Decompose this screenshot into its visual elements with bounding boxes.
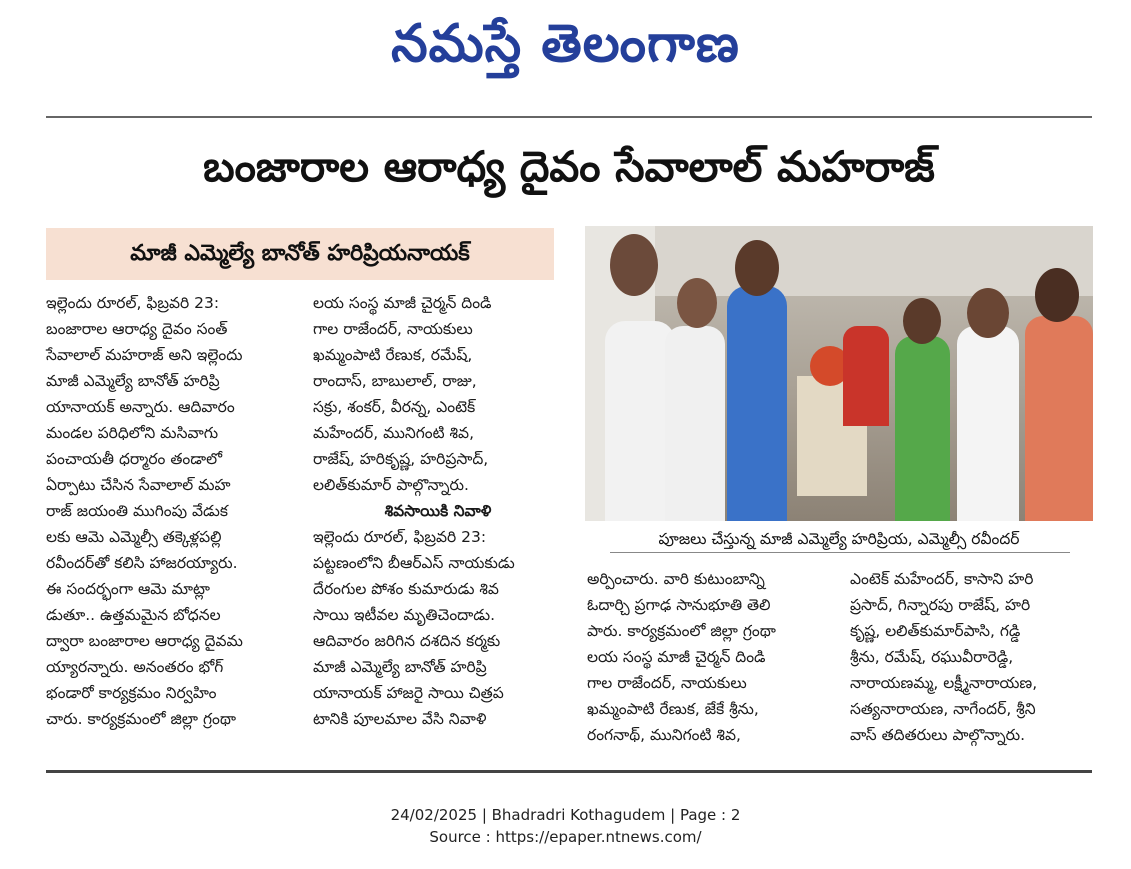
bottom-rule — [46, 770, 1092, 773]
article-text-line: ద్వారా బంజారాల ఆరాధ్య దైవమ — [46, 632, 243, 650]
article-text-line: గాల రాజేందర్, నాయకులు — [587, 674, 747, 692]
article-text-line: సత్యనారాయణ, నాగేందర్, శ్రీని — [850, 700, 1036, 718]
masthead-rule — [46, 116, 1092, 118]
article-text-line: య్యారన్నారు. అనంతరం భోగ్ — [46, 658, 224, 676]
article-text-line: సక్రు, శంకర్, వీరన్న, ఎంటెక్ — [313, 398, 476, 416]
article-text-line: బంజారాల ఆరాధ్య దైవం సంత్ — [46, 320, 228, 338]
article-text-line: ఇల్లెందు రూరల్, ఫిబ్రవరి 23: — [313, 528, 487, 546]
article-text-line: లయ సంస్థ మాజీ చైర్మన్ దిండి — [313, 294, 492, 312]
article-text-line: ఓదార్చి ప్రగాఢ సానుభూతి తెలి — [587, 596, 771, 614]
article-text-line: కృష్ణ, లలిత్‌కుమార్‌పాసి, గడ్డి — [850, 622, 1021, 640]
article-text-line: పట్టణంలోని బీఆర్ఎస్ నాయకుడు — [313, 554, 515, 572]
article-text-line: మాజీ ఎమ్మెల్యే బానోత్ హరిప్రి — [46, 372, 220, 390]
page-footer — [0, 804, 1131, 848]
article-text-line: అర్పించారు. వారి కుటుంబాన్ని — [587, 570, 765, 588]
article-column-4 — [850, 566, 1095, 748]
article-text-line: సాయి ఇటీవల మృతిచెందాడు. — [313, 606, 496, 624]
article-text-line: దేరంగుల పోశం కుమారుడు శివ — [313, 580, 499, 598]
article-text-line: సేవాలాల్ మహరాజ్ అని ఇల్లెందు — [46, 346, 243, 364]
footer-source: Source : https://epaper.ntnews.com/ — [429, 828, 702, 846]
article-text-line: మండల పరిధిలోని మసివాగు — [46, 424, 219, 442]
article-text-line: రాజ్ జయంతి ముగింపు వేడుక — [46, 502, 228, 520]
article-text-line: రవీందర్‌తో కలిసి హాజరయ్యారు. — [46, 554, 238, 572]
caption-rule — [610, 552, 1070, 553]
article-text-line: లలిత్‌కుమార్ పాల్గొన్నారు. — [313, 476, 469, 494]
article-text-line: ఇల్లెందు రూరల్, ఫిబ్రవరి 23: — [46, 294, 220, 312]
article-text-line: గాల రాజేందర్, నాయకులు — [313, 320, 473, 338]
article-text-line: రాందాస్, బాబులాల్, రాజు, — [313, 372, 477, 390]
article-column-2 — [313, 290, 563, 732]
article-text-line: డుతూ.. ఉత్తమమైన బోధనల — [46, 606, 221, 624]
article-text-line: పంచాయతీ ధర్మారం తండాలో — [46, 450, 223, 468]
article-headline: బంజారాల ఆరాధ్య దైవం సేవాలాల్ మహరాజ్ — [203, 142, 935, 191]
article-text-line: ఈ సందర్భంగా ఆమె మాట్లా — [46, 580, 210, 598]
article-text-line: టానికి పూలమాల వేసి నివాళి — [313, 710, 487, 728]
article-text-line: రాజేష్, హరికృష్ణ, హరిప్రసాద్, — [313, 450, 489, 468]
article-text-line: యానాయక్ హాజరై సాయి చిత్రప — [313, 684, 504, 702]
article-text-line: ఆదివారం జరిగిన దశదిన కర్మకు — [313, 632, 501, 650]
photo-caption: పూజలు చేస్తున్న మాజీ ఎమ్మెల్యే హరిప్రియ, ఎమ్మెల్సీ రవీందర్ — [658, 530, 1020, 548]
article-text-line: మహేందర్, మునిగంటి శివ, — [313, 424, 474, 442]
article-text-line: ఎంటెక్ మహేందర్, కాసాని హరి — [850, 570, 1034, 588]
event-photo — [585, 226, 1093, 521]
article-text-line: చారు. కార్యక్రమంలో జిల్లా గ్రంథా — [46, 710, 236, 728]
article-text-line: లకు ఆమె ఎమ్మెల్సీ తక్కెళ్లపల్లి — [46, 528, 222, 546]
footer-date-edition: 24/02/2025 | Bhadradri Kothagudem | Page : 2 — [390, 806, 741, 824]
article-text-line: ఏర్పాటు చేసిన సేవాలాల్ మహ — [46, 476, 231, 494]
article-text-line: రంగనాథ్, మునిగంటి శివ, — [587, 726, 741, 744]
article-text-line: శ్రీను, రమేష్, రఘువీరారెడ్డి, — [850, 648, 1014, 666]
article-text-line: మాజీ ఎమ్మెల్యే బానోత్ హరిప్రి — [313, 658, 487, 676]
article-text-line: నారాయణమ్మ, లక్ష్మీనారాయణ, — [850, 674, 1038, 692]
article-column-1 — [46, 290, 296, 732]
article-text-line: యానాయక్ అన్నారు. ఆదివారం — [46, 398, 235, 416]
article-text-line: పారు. కార్యక్రమంలో జిల్లా గ్రంథా — [587, 622, 776, 640]
newspaper-masthead: నమస్తే తెలంగాణ — [391, 13, 740, 74]
article-text-line: లయ సంస్థ మాజీ చైర్మన్ దిండి — [587, 648, 766, 666]
article-text-line: ఖమ్మంపాటి రేణుక, రమేష్, — [313, 346, 473, 364]
article-text-line: భండారో కార్యక్రమం నిర్వహిం — [46, 684, 217, 702]
article-text-line: ఖమ్మంపాటి రేణుక, జేకే శ్రీను, — [587, 700, 759, 718]
sub-article-heading: శివసాయికి నివాళి — [384, 502, 492, 520]
article-text-line: ప్రసాద్, గిన్నారపు రాజేష్, హరి — [850, 596, 1031, 614]
article-column-3 — [587, 566, 837, 748]
article-subhead: మాజీ ఎమ్మెల్యే బానోత్ హరిప్రియనాయక్ — [46, 228, 554, 280]
article-text-line: వాస్ తదితరులు పాల్గొన్నారు. — [850, 726, 1026, 744]
